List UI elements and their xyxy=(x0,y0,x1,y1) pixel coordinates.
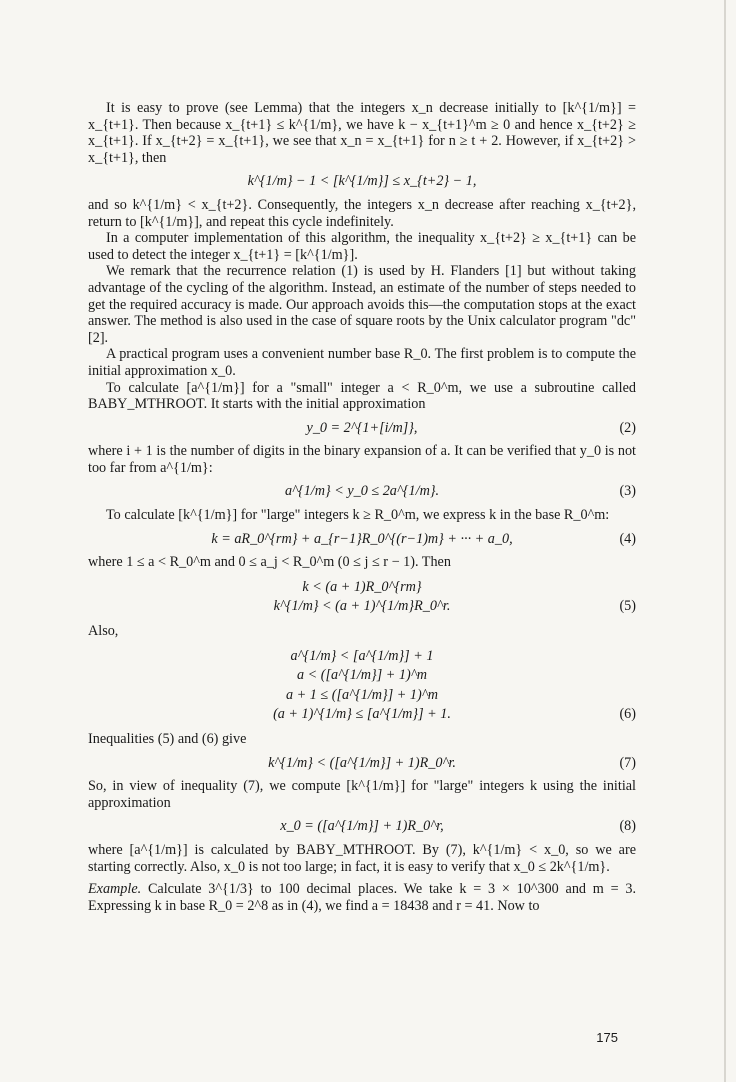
paragraph-13: where [a^{1/m}] is calculated by BABY_MTHROOT. By (7), k^{1/m} < x_0, so we are starting correctly. Also, x_0 is not too large; in fact, it is easy to verify that x_0 ≤ 2k^{1/m}. xyxy=(88,841,636,875)
example-label: Example. xyxy=(88,881,142,898)
paragraph-1 xyxy=(88,100,636,166)
paragraph-11: Inequalities (5) and (6) give xyxy=(88,731,247,747)
paragraph-3: In a computer implementation of this algorithm, the inequality x_{t+2} ≥ x_{t+1} can be used to detect the integer x_{t+1} = [k^{1/m}]. xyxy=(88,230,636,263)
paragraph-example: Example. Calculate 3^{1/3} to 100 decimal places. We take k = 3 × 10^300 and m = 3. Expressing k in base R_0 = 2^8 as in (4), we find a = 18438 and r = 41. Now to xyxy=(88,881,636,914)
equation-number: (3) xyxy=(619,483,636,500)
equation-6: a^{1/m} < [a^{1/m}] + 1 a < ([a^{1/m}] + 1)^m a + 1 ≤ ([a^{1/m}] + 1)^m (a + 1)^{1/m} ≤ [a^{1/m}] + 1. (6) xyxy=(273,647,636,723)
equation-4: k = aR_0^{rm} + a_{r−1}R_0^{(r−1)m} + ··· + a_0, (4) xyxy=(211,530,636,547)
equation-number: (6) xyxy=(619,706,636,723)
paragraph-12: So, in view of inequality (7), we compute [k^{1/m}] for "large" integers k using the initial approximation xyxy=(88,778,636,811)
paragraph-10: Also, xyxy=(88,623,119,640)
equation-number: (7) xyxy=(619,754,636,771)
equation-number: (5) xyxy=(619,598,636,615)
paragraph-4: We remark that the recurrence relation (1) is used by H. Flanders [1] but without taking advantage of the cycling of the algorithm. Instead, an estimate of the number of steps needed to get the required accuracy is made. Our approach avoids this—the computation stops at the exact answer. The method is also used in the case of square roots by the Unix calculator program "dc" [2]. xyxy=(88,263,636,346)
article-body xyxy=(88,100,636,914)
equation-2: y_0 = 2^{1+[i/m]}, (2) xyxy=(306,419,636,436)
equation-number: (4) xyxy=(619,530,636,547)
paragraph-2: and so k^{1/m} < x_{t+2}. Consequently, the integers x_n decrease after reaching x_{t+2}, return to [k^{1/m}], and repeat this cycle indefinitely. xyxy=(88,196,636,230)
equation-8: x_0 = ([a^{1/m}] + 1)R_0^r, (8) xyxy=(280,818,636,835)
page-number: 175 xyxy=(596,1030,618,1045)
paragraph-5: A practical program uses a convenient number base R_0. The first problem is to compute the initial approximation x_0. xyxy=(88,346,636,379)
paragraph-8: To calculate [k^{1/m}] for "large" integers k ≥ R_0^m, we express k in the base R_0^m: xyxy=(106,507,610,524)
equation-7: k^{1/m} < ([a^{1/m}] + 1)R_0^r. (7) xyxy=(268,754,636,771)
paragraph-6: To calculate [a^{1/m}] for a "small" integer a < R_0^m, we use a subroutine called BABY_MTHROOT. It starts with the initial approximation xyxy=(88,379,636,413)
equation-number: (8) xyxy=(619,818,636,835)
paragraph-9: where 1 ≤ a < R_0^m and 0 ≤ a_j < R_0^m (0 ≤ j ≤ r − 1). Then xyxy=(88,554,451,571)
equation-number: (2) xyxy=(619,419,636,436)
equation-cycle: k^{1/m} − 1 < [k^{1/m}] ≤ x_{t+2} − 1, xyxy=(247,173,477,190)
equation-3: a^{1/m} < y_0 ≤ 2a^{1/m}. (3) xyxy=(284,483,636,500)
equation-5: k < (a + 1)R_0^{rm} k^{1/m} < (a + 1)^{1/m}R_0^r. (5) xyxy=(273,578,636,615)
page-edge xyxy=(724,0,726,1082)
p1-text: It is easy to prove (see Lemma) that the integers x_n decrease initially to [k^{1/m}] = x_{t+1}. Then because x_{t+1} ≤ k^{1/m}, we have k − x_{t+1}^m ≥ 0 and hence x_{t+2} ≥ x_{t+1}. If x_{t+2} = x_{t+1}, we see that x_n = x_{t+1} for n ≥ t + 2. However, if x_{t+2} > x_{t+1}, then xyxy=(88,100,636,166)
paragraph-7: where i + 1 is the number of digits in the binary expansion of a. It can be verified that y_0 is not too far from a^{1/m}: xyxy=(88,443,636,476)
